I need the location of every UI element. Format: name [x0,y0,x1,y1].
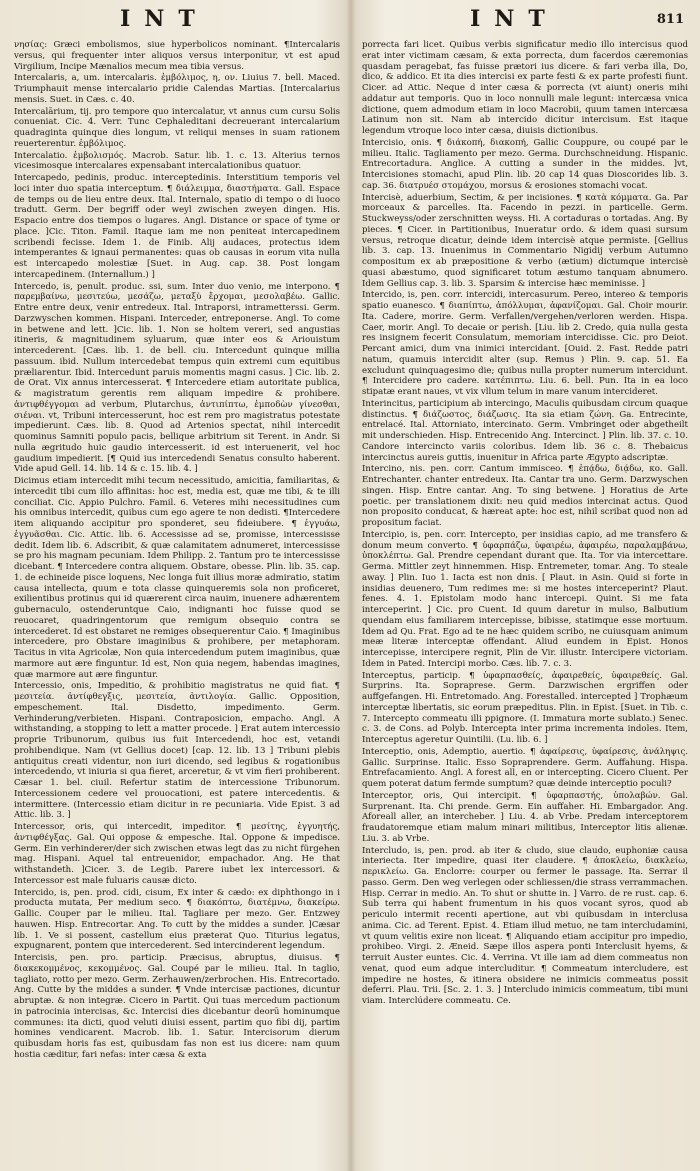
dictionary-entry: Dicimus etiam intercedit mihi tecum necessitudo, amicitia, familiaritas, & intercedit tibi cum illo affinitas: hoc est, media est, quæ me tibi, & te illi conciliat. Cic. Appio Pulchro. Famil. 6. Veteres mihi necessitudines cum his omnibus intercedit, quibus cum ego agere te non dedisti. ¶Intercedere item aliquando accipitur pro sponderet, seu fideiubere. ¶ ἐγγυάω, ἐγγυᾶσθαι. Cic. Attic. lib. 6. Accessisse ad se, promisse, intercessisse dedit. Idem lib. 6. Adscribit, & quæ calamitatem adnumeret, intercessisse se pro his magnam pecuniam. Idem Philipp. 2. Tantum pro te intercessisse dicebant. ¶ Intercedere contra aliquem. Obstare, obesse. Plin. lib. 35. cap. 1. de echineide pisce loquens, Nec longa fuit illius moræ admiratio, statim causa intellecta, quum e tota classe quinqueremis sola non proficeret, exilientibus protinus qui id quærerent circa nauim, inuenere adhærentem gubernaculo, ostenderuntque Caio, indignanti hoc fuisse quod se reuocaret, quadringentorum que remigum obsequio contra se intercederet. Id est obstaret ne remiges obsequerentur Caio. ¶ Imaginibus intercedere, pro Obstare imaginibus & prohibere, per metaphoram. Tacitus in vita Agricolæ, Non quia intercedendum putem imaginibus, quæ marmore aut ære finguntur. Id est, Non quia negem, habendas imagines, quæ marmore aut ære finguntur. [14,476,340,680]
page-number: 811 [656,12,684,27]
dictionary-entry: Intercisio, onis. ¶ διάκοπή, διακοπή, Gallic Couppure, ou coupé par le milieu. Italic. Tagliamento per mezo. Germa. Durchschneidung. Hispanic. Entrecortadura. Anglice. A cutting a sunder in the middes. ]vt, Intercisiones stomachi, apud Plin. lib. 20 cap 14 quas Dioscorides lib. 3. cap. 36. διατρυέσ στομάχου, morsus & erosiones stomachi vocat. [362,137,688,191]
page-gutter-shadow [346,0,356,1171]
dictionary-entry: Intercludo, is, pen. prod. ab iter & cludo, siue claudo, euphoniæ causa interiecta. Iter impedire, quasi iter claudere. ¶ ἀποκλείω, διακλείω, περικλείω. Ga. Enclorre: courper ou fermer le passage. Ita. Serrar il passo. Germ. Den weg verlegen oder schliessen/die strass verrammachen. Hisp. Cerrar in medio. An. To shut or shutte in. ] Varro. de re rust. cap. 6. Sub terra qui habent frumentum in his quos vocant syros, quod ab periculo intermit recenti apertione, aut vbi quibusdam in interclusa anima. Cic. ad Terent. Epist. 4. Etiam illud metuo, ne tam intercludamini, vt quum velitis exire non liceat. ¶ Aliquando etiam accipitur pro impedio, prohibeo. Virgi. 2. Æneid. Sæpe illos aspera ponti Interclusit hyems, & terruit Auster euntes. Cic. 4. Verrina. Vt ille iam ad diem commeatus non venat, quod eum adque intercluditur. ¶ Commeatum intercludere, est impedire ne hostes, & itinera obsidere ne inimicis commeatus possit deferri. Plau. Trii. [Sc. 2. 1. 3. ] Intercludo inimicis commeatum, tibi muni viam. Interclúdere commeatu. Ce. [362,845,688,1006]
dictionary-entry: Intercido, is, pen. corr. intercidi, intercasurum. Pereo, intereo & temporis spatio euanesco. ¶ διαπίπτω, ἀπόλλυμαι, ἀφανίζομαι. Gal. Choir mourir. Ita. Cadere, morire. Germ. Verfallen/vergehen/verloren werden. Hispa. Caer, morir. Angl. To decaie or perish. [Liu. lib 2. Credo, quia nulla gesta res insignem fecerit Consulatum, memoriam intercidisse. Cic. pro Deiot. Percant amici, dum vna inimici intercidant. [Ouid. 2. Fast. Redde patri natum, quamuis intercidit alter (sup. Remus ) Plin. 9. cap. 51. Ea excludunt quinquagesimo die; quibus nulla propter numerum intercidunt. ¶ Intercidere pro cadere. κατέπιπτω. Liu. 6. bell. Pun. Ita in ea loco stipatæ erant naues, vt vix vllum telum in mare vanum intercideret. [362,290,688,397]
dictionary-entry: Intercapedo, pedinis, produc. interceptedinis. Interstitium temporis vel loci inter duo spatia interceptum. ¶ διάλειμμα, διαστήματα. Gall. Espace de temps ou de lieu entre deux. Ital. Internalo, spatio di tempo o di luoco tradutt. Germ. Der begriff oder weyl zwischen zweyen dingen. His. Espacio entre dos tiempos o lugares. Angl. Distance or space of tyme or place. ]Cic. Titon. Famil. Itaque iam me non peniteat intercapedinem scribendi fecisse. Idem 1. de Finib. Alij audaces, protectus idem intemperantes & ignaui permanentes: quas ob causas in eorum vita nulla est intercapedo molestiæ [Suet. in Aug. cap. 38. Post longam intercapedinem. (Internallum.) ] [14,173,340,280]
dictionary-entry: Intercino, nis. pen. corr. Cantum immisceo. ¶ ἐπᾴδω, διᾴδω, κο. Gall. Entrechanter. chanter entredeux. Ita. Cantar tra uno. Germ. Darzwyschen singen. Hisp. Entre cantar. Ang. To sing betwene. ] Horatius de Arte poetic. per translationem dixit: neu quid medios intercinat actus. Quod non proposito conducat, & hæreat apte: hoc est, nihil scribat quod non ad propositum faciat. [362,464,688,528]
running-head-right: INT [470,6,559,32]
dictionary-entry: Intercisè, aduerbium, Sectim, & per incisiones. ¶ κατὰ κόμματα. Ga. Par morceaux & parcelles. Ita. Facendo in pezzi. in particelle. Germ. Stuckweyss/oder zerschnitten weyss. Hi. A cortaduras o tortadas. Ang. By pieces. ¶ Cicer. in Partitionibus, Inueratur ordo. & idem quasi sursum versus, retroque dicatur, deinde idem intercisè atque permiste. [Gellius lib. 3. cap. 13. Inuenimus in Commentario Nigidij verbum Autumno compositum ex ab præpositione & verbo (ætium) dictumque intercisè quasi abæstumo, quod significaret totum æstumo tanquam abnumero. Idem Gellius cap. 3. lib. 3. Sparsim & intercise hæc meminisse. ] [362,192,688,289]
dictionary-entry: Intercipio, is, pen. corr. Intercepto, per insidias capio, ad me transfero & donum meum converto. ¶ ὑφαρπάζω, ὑφαιρέω, ἀφαιρέω, παραλαμβάνω, ὑποκλέπτω. Gal. Prendre cependant durant que. Ita. Tor via intercettare. Germa. Mittler zeyt hinnemmen. Hisp. Entremeter, tomar. Ang. To steale away. ] Plin. Iuo 1. Iacta est non dnis. [ Plaut. in Asin. Quid si forte in insidias deuenero, Tum redimes me: si me hostes interceperint? Plaut. fenes. 4. 1. Epistolam modo hanc intercepi. Quint. Si me fata interceperint. ] Cic. pro Cuent. Id quum daretur in mulso, Balbutium quendam eius familiarem intercepisse, bibisse, statimque esse mortuum. Idem ad Qu. Frat. Ego ad te ne hæc quidem scribo, ne cuiusquam animum meæ literæ interceptæ offendant. Aliud eundem in Epist. Honos intercepisse, intercipere regnit, Plin de Vir. illustr. Intercipere victoriam. Idem in Pated. Intercipi morbo. Cæs. lib. 7. c. 3. [362,529,688,669]
dictionary-entry: Interceptio, onis, Ademptio, auertio. ¶ ἀφαίρεσις, ὑφαίρεσις, ἀνάληψις. Gallic. Surprinse. Italic. Esso Sopraprendere. Germ. Auffahung. Hispa. Entrefacamiento. Angl. A forest all, en or intercepting. Cicero Cluent. Per quem poterat datum fermde sumptum? quæ deinde interceptio poculi? [362,746,688,789]
dictionary-entry: Intercedo, is, penult. produc. ssi, sum. Inter duo venio, me interpono. ¶ παρεμβαίνω, μεσιτεύω, μεσάζω, μεταξὺ ἔρχομαι, μεσολαβέω. Gallic. Entre entre deux, venir entredeux. Ital. Intraporsi, intrametterssi. Germ. Darzwyschen kommen. Hispani. Interceder, entreponerse. Angl. To come in betwene and lett. ]Cic. lib. 1. Non se holtem vereri, sed angustias itineris, & magnitudinem syluarum, quæ inter eos & Ariouistum intercederent. [Cæs. lib. 1. de bell. ciu. Intercedunt quinque millia passuum. ibid. Nullum intercedebat tempus quin extremi cum equitibus præliarentur. Ibid. Intercedunt paruis momentis magni casus. ] Cic. lib. 2. de Orat. Vix annus intercesserat. ¶ Intercedere etiam autoritate publica, & magistratum gerentis rem aliquam impedire & prohibere. ἀντιφθέγγομαι ad verbum, Plutarchus, ἀντιπίπτω, ἐμποδὼν γίνεσθαι, σιέναι. vt, Tribuni intercesserunt, hoc est rem pro magistratus potestate impedierunt. Cæs. lib. 8. Quod ad Artenios spectat, nihil intercedit quominus Samniti populo pacis, bellique arbitrium sit Terent. in Andr. Si nulla ægritudo huic gaudio intercesserit. id est interuenerit, vel hoc gaudium impedierit. [¶ Quid ius intercedendi Senatus consulto haberent. Vide apud Gell. 14. lib. 14 & c. 15. lib. 4. ] [14,281,340,475]
dictionary-entry: Intercalatio. ἐμβολισμός. Macrob. Satur. lib. 1. c. 13. Alterius ternos vicesimosque intercalares expensabant intercalationibus quatuor. [14,150,340,172]
dictionary-entry: νησίας: Græci embolismos, siue hyperbolicos nominant. ¶Intercalaris versus, qui frequenter inter aliquos versus interponitur, vt est apud Virgilium, Incipe Mænalios mecum mea tibia versus. [14,40,340,72]
left-column [14,40,340,1162]
dictionary-entry: Intercisis, pen. pro. particip. Præcisus, abruptus, diuisus. ¶ διακεκομμένος, κεκομμένος. Gal. Coupé par le milieu. Ital. In taglio, tagliato, rotto per mezo. Germ. Zerhauwen/zerbrochen. His. Entrecortado. Ang. Cutte by the middes a sunder. ¶ Vnde intercisæ pactiones, dicuntur abruptæ. & non integræ. Cicero in Partit. Qui tuas mercedum pactionum in patrocinia intercisas, &c. Intercisi dies dicebantur deorū hominumque communes: ita dicti, quod veluti diuisi essent, partim quo fibi dij, partim homines vendicarent. Macrob. lib. 1. Satur. Intercisorum dierum quibusdam horis fas est, quibusdam fas non est ius dicere: nam quum hostia cæditur, fari nefas: inter cæsa & exta [14,953,340,1060]
dictionary-entry: Interincitus, participium ab intercingo, Maculis quibusdam circum quaque distinctus. ¶ διάζωστος, διάζωσις. Ita sia etiam ζώνη. Ga. Entrecinte, entrelacé. Ital. Attorniato, intercinato. Germ. Vmbringet oder abgetheilt mit underschieden. Hisp. Entrecenido Ang. Intercinct. ] Plin. lib. 37. c. 10. Candore intercincto variis coloribus. Idem lib. 36 c. 8. Thebaicus intercinctus aureis guttis, inuenitur in Africa parte Ægypto adscriptæ. [362,398,688,463]
dictionary-entry: Intercalaris, a, um. intercalaris. ἐμβόλιμος, η, ον. Liuius 7. bell. Maced. Triumphauit mense intercalario pridie Calendas Martias. [Intercalarius mensis. Suet. in Cæs. c. 40. [14,73,340,105]
dictionary-entry: Intercessor, oris, qui intercedit, impeditor. ¶ μεσίτης, ἐγγυητής, ἀντιφθέγξας. Gal. Qui oppose & empesche. Ital. Oppone & impedisce. Germ. Ein verhinderer/der sich zwischen etwas legt das zu nicht fürgehen mag. Hispani. Aquel tal entreuenidor, empachador. Ang. He that withstandeth. ]Cicer. 3. de Legib. Parere iubet lex intercessori. & Intercessor est male fuluaris causæ dicto. [14,822,340,886]
dictionary-entry: Intercessio, onis, Impeditio, & prohibitio magistratus ne quid fiat. ¶ μεσιτεία. ἀντίφθεγξις, μεσιτεία, ἀντιλογία. Gallic. Opposition, empeschement. Ital. Disdetto, impedimento. Germ. Verhinderung/verbieten. Hispani. Contraposicion, empacho. Angl. A withstanding, a stopping to lett a matter procede. ] Erat autem intercessio proprie Tribunorum, quibus ius fuit Intercedendi, hoc est, vetandi prohibendique. Nam (vt Gellius docet) [cap. 12. lib. 13 ] Tribuni plebis antiquitus creati videntur, non iuri dicendo, sed legibus & rogationibus intercedendo, vt iniuria si qua fieret, arceretur, & vt vim fieri prohiberent. Cæsar 1. bel. ciuil. Refertur statim de intercessione Tribunorum. Intercessionem cedere vel prouocationi, est patere intercedentis. & intermittere. (Intercessio etiam dicitur in re pecuniaria. Vide Epist. 3 ad Attic. lib. 3. ] [14,681,340,821]
dictionary-entry: Interceptor, oris, Qui intercipit. ¶ ὑφαρπαστής, ὑπολαβών. Gal. Surprenant. Ita. Chi prende. Germ. Ein auffaher. Hi. Embargador. Ang. Aforeall aller, an intercheber. ] Liu. 4. ab Vrbe. Predam interceptorem fraudatoremque etiam malum minari militibus, Interceptor litis alienæ. Liu. 3. ab Vrbe. [362,790,688,844]
dictionary-entry: Intercido, is, pen. prod. cidi, cisum, Ex inter & cædo: ex diphthongo in i producta mutata, Per medium seco. ¶ διακόπτω, διατέμνω, διακείρω. Gallic. Couper par le milieu. Ital. Tagliare per mezo. Ger. Entzwey hauwen. Hisp. Entrecortar. Ang. To cutt by the middes a sunder. ]Cæsar lib. 1. Ve si possent, castellum eius præterat Quo. Titurius legatus, expugnarent, pontem que intercederent. Sed intercinderent legendum. [14,887,340,952]
right-column [362,40,688,1162]
dictionary-entry: porrecta fari licet. Quibus verbis significatur medio illo intercisus quod erat inter victimam cæsam, & exta porrecta, dum facerdos cæremonias quasdam peragebat, fas fuisse prætori ius dicere. & fari verba illa, Do, dico, & addico. Et ita dies intercisi ex parte festi & ex parte profesti fiunt. Cicer. ad Attic. Neque d inter cæsa & porrecta (vt aiunt) oneris mihi addatur aut temporis. Quo in loco nonnulli male legunt: intercæsa vnica dictione, quem admodum etiam in loco Macrobii, quum tamen intercæsa Latinum non sit. Nam ab intercido dicitur intercisum. Est itaque legendum vtroque loco inter cæsa, diuisis dictionibus. [362,40,688,136]
dictionary-entry: Interceptus, particip. ¶ ὑφαρπασθείς, ἀφαιρεθείς, ὑφαιρεθείς. Gal. Surprins. Ita. Sopraprese. Germ. Darzwischen ergriffen oder auffgefangen. Hi. Entretomado. Ang. Forestalled. intercepted ] Trophæum interceptæ libertatis, sic eorum præpeditus. Plin. in Epist. [Suet. in Tib. c. 7. Intercepto commeatu illi ppignore. (I. Immatura morte sublato.) Senec. c. 3. de Cons. ad Polyb. Intercepta inter prima incrementa indoles. Item, Interceptus ageretur Quintilii. (Lu. lib. 6. ] [362,670,688,745]
dictionary-entry: Intercalārium, tij. pro tempore quo intercalatur, vt annus cum cursu Solis conueniat. Cic. 4. Verr. Tunc Cephaleditani decreuerant intercalarium quadraginta quinque dies longum, vt reliqui menses in suam rationem reuerterentur. ἐμβόλιμος. [14,106,340,149]
running-head-left: INT [120,6,209,32]
